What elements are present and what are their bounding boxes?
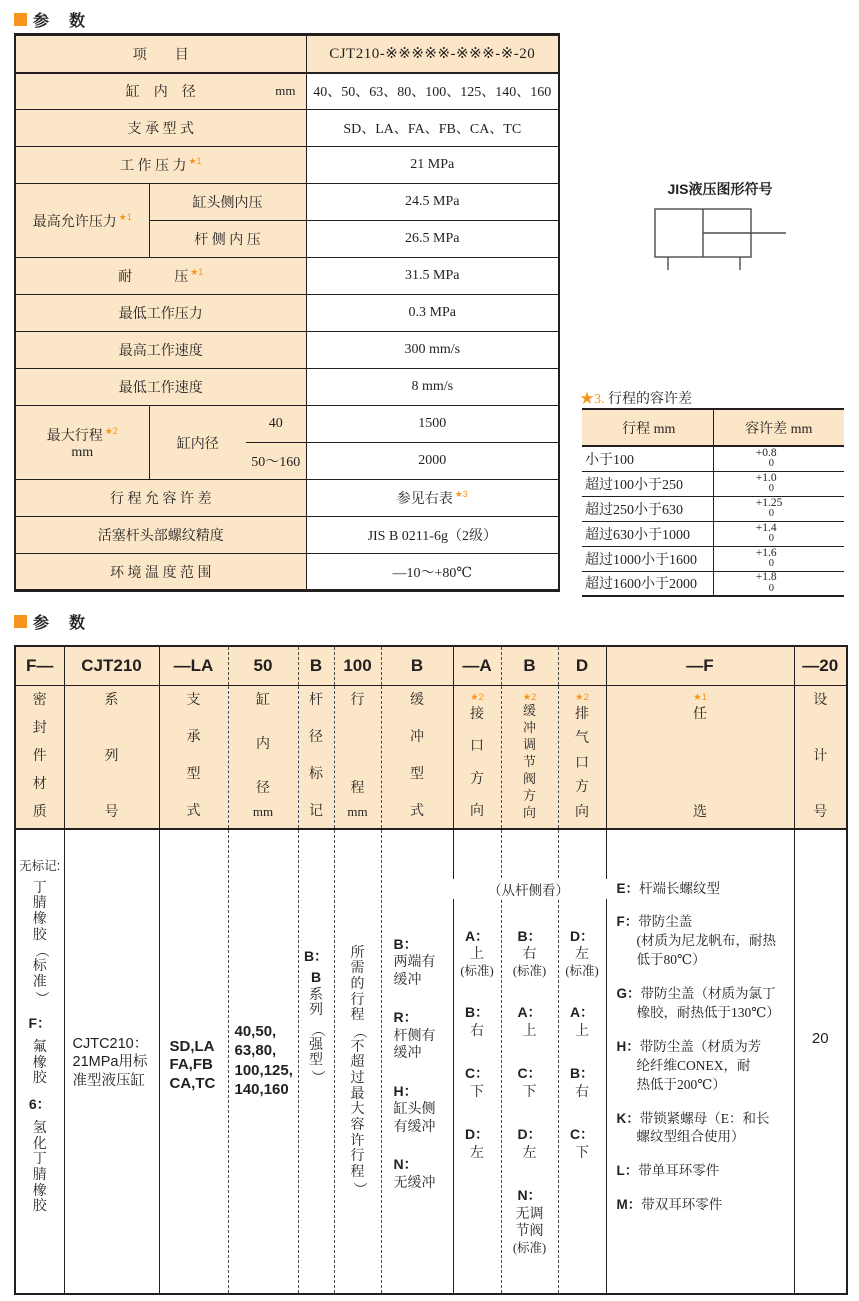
- label-port: ★2 接 口 方 向: [453, 685, 501, 829]
- tol-value: +1.8 0: [713, 571, 844, 596]
- code-stroke: 100: [334, 646, 381, 685]
- tolerance-table: [582, 408, 844, 597]
- spec-max-pressure-rod-item: 杆 侧 内 压: [149, 221, 306, 258]
- model-body-row: [15, 829, 847, 1294]
- star-note-3: ★3.: [580, 392, 605, 407]
- section-title: 参 数: [33, 13, 88, 30]
- spec-max-stroke-v2: 2000: [306, 443, 559, 480]
- spec-bore-value: 40、50、63、80、100、125、140、160: [306, 73, 559, 110]
- code-cushion: B: [381, 646, 453, 685]
- body-seal: 无标记: 丁 腈 橡 胶 （ 标 准 ） F： 氟 橡 胶 6： 氢 化 丁 腈 橡 胶: [15, 829, 64, 1294]
- body-mount: SD,LA FA,FB CA,TC: [159, 829, 228, 1294]
- spec-work-pressure-item: 工 作 压 力 $^{★1}$: [15, 147, 306, 184]
- tol-range: 超过630小于1000: [582, 521, 713, 546]
- star-note-2: ★2: [522, 691, 537, 703]
- code-option: —F: [606, 646, 794, 685]
- spec-max-stroke-item: 最大行程 $^{★2}$ mm: [15, 406, 149, 480]
- body-design-no: 20: [811, 1029, 829, 1047]
- spec-max-speed-item: 最高工作速度: [15, 332, 306, 369]
- spec-proof-pressure-value: 31.5 MPa: [306, 258, 559, 295]
- tol-range: 超过250小于630: [582, 496, 713, 521]
- view-from-rod-side-note: （从杆侧看）: [450, 879, 607, 899]
- label-mount: 支 承 型 式: [159, 685, 228, 829]
- spec-stroke-tol-value: 参见右表 $^{★3}$: [306, 480, 559, 517]
- star-note-2: ★2: [575, 691, 589, 703]
- spec-max-stroke-k2: 50～160: [246, 443, 306, 480]
- spec-stroke-tol-item: 行 程 允 容 许 差: [15, 480, 306, 517]
- model-number-table: [14, 645, 848, 1295]
- spec-thread-item: 活塞杆头部螺纹精度: [15, 517, 306, 554]
- spec-max-pressure-head-value: 24.5 MPa: [306, 184, 559, 221]
- tol-header-range: 行程 mm: [582, 409, 713, 446]
- body-vent-direction: D： 左 (标准) A： 上 B： 右 C： 下: [558, 829, 606, 1294]
- spec-min-speed-item: 最低工作速度: [15, 369, 306, 406]
- spec-work-pressure-value: 21 MPa: [306, 147, 559, 184]
- tol-range: 超过1600小于2000: [582, 571, 713, 596]
- star-note-1: ★1: [118, 211, 132, 222]
- star-note-3: ★3: [454, 489, 468, 499]
- label-stroke: 行 程 mm: [334, 685, 381, 829]
- body-rod: B： B 系 列 （ 强 型 ）: [298, 829, 334, 1294]
- spec-mount-value: SD、LA、FA、FB、CA、TC: [306, 110, 559, 147]
- spec-min-speed-value: 8 mm/s: [306, 369, 559, 406]
- body-valve-direction: B： 右 (标准) A： 上 C： 下 D： 左 N： 无调 节阀 (标准): [501, 829, 558, 1294]
- spec-min-pressure-item: 最低工作压力: [15, 295, 306, 332]
- label-series: 系 列 号: [64, 685, 159, 829]
- spec-temp-value: —10～+80℃: [306, 554, 559, 591]
- spec-max-stroke-sub-label: 缸内径: [149, 406, 246, 480]
- label-rod: 杆 径 标 记: [298, 685, 334, 829]
- tolerance-note-title: ★3. 行程的容许差: [580, 392, 692, 407]
- body-series: CJTC210： 21MPa用标 准型液压缸: [64, 829, 159, 1294]
- label-cushion: 缓 冲 型 式: [381, 685, 453, 829]
- label-seal: 密 封 件 材 质: [15, 685, 64, 829]
- star-note-2: ★2: [470, 691, 484, 703]
- label-vent: ★2 排 气 口 方 向: [558, 685, 606, 829]
- spec-temp-item: 环 境 温 度 范 围: [15, 554, 306, 591]
- spec-max-stroke-k1: 40: [246, 406, 306, 443]
- tol-header-value: 容许差 mm: [713, 409, 844, 446]
- jis-symbol-title: JIS液压图形符号: [667, 181, 773, 197]
- star-note-1: ★1: [190, 267, 204, 277]
- code-bore: 50: [228, 646, 298, 685]
- label-option: ★1 任 选: [606, 685, 794, 829]
- section-title: 参 数: [33, 615, 88, 632]
- code-valve: B: [501, 646, 558, 685]
- spec-max-pressure-rod-value: 26.5 MPa: [306, 221, 559, 258]
- tol-range: 小于100: [582, 446, 713, 471]
- body-options: E：杆端长螺纹型 F：带防尘盖 (材质为尼龙帆布，耐热 低于80℃） G：带防尘盖（材质为氯丁 橡胶，耐热低于130℃） H：带防尘盖（材质为芳 纶纤维CONEX，耐 热低于200℃） K：带锁紧螺母（E：和长 螺纹型组合使用） L：带单耳环零件 M：带双耳环零件: [606, 829, 794, 1294]
- spec-max-stroke-unit: mm: [71, 444, 94, 460]
- spec-bore-unit: mm: [275, 83, 296, 99]
- section-heading-params-2: [14, 610, 87, 633]
- model-label-row: [15, 685, 847, 829]
- body-bore: 40,50, 63,80, 100,125, 140,160: [228, 829, 298, 1294]
- spec-proof-pressure-item: 耐 压 $^{★1}$: [15, 258, 306, 295]
- spec-table: [14, 33, 560, 592]
- code-design: —20: [794, 646, 847, 685]
- label-design: 设 计 号: [794, 685, 847, 829]
- spec-bore-item: [15, 73, 306, 110]
- spec-min-pressure-value: 0.3 MPa: [306, 295, 559, 332]
- label-bore: 缸 内 径 mm: [228, 685, 298, 829]
- code-mount: —LA: [159, 646, 228, 685]
- tol-value: +1.25 0: [713, 496, 844, 521]
- section-heading-params-1: [14, 8, 87, 31]
- spec-mount-item: 支 承 型 式: [15, 110, 306, 147]
- spec-header-item: 项 目: [15, 35, 306, 73]
- orange-square-bullet-icon: [14, 13, 27, 26]
- tol-value: +1.0 0: [713, 471, 844, 496]
- tol-range: 超过1000小于1600: [582, 546, 713, 571]
- code-series: CJT210: [64, 646, 159, 685]
- model-number-table-wrap: [14, 645, 848, 1295]
- star-note-2: ★2: [104, 425, 118, 436]
- code-port: —A: [453, 646, 501, 685]
- code-seal: F—: [15, 646, 64, 685]
- tol-value: +1.6 0: [713, 546, 844, 571]
- label-valve: ★2 缓 冲 调 节 阀 方 向: [501, 685, 558, 829]
- code-vent: D: [558, 646, 606, 685]
- tol-value: +0.8 0: [713, 446, 844, 471]
- spec-header-value: CJT210-※※※※※-※※※-※-20: [306, 35, 559, 73]
- body-port-direction: A： 上 (标准) B： 右 C： 下 D： 左: [453, 829, 501, 1294]
- orange-square-bullet-icon: [14, 615, 27, 628]
- spec-max-pressure-head-item: 缸头侧内压: [149, 184, 306, 221]
- spec-thread-value: JIS B 0211-6g（2级）: [306, 517, 559, 554]
- star-note-1: ★1: [693, 691, 707, 703]
- spec-max-pressure-item: 最高允许压力 $^{★1}$: [15, 184, 149, 258]
- tol-range: 超过100小于250: [582, 471, 713, 496]
- tol-value: +1.4 0: [713, 521, 844, 546]
- model-code-row: [15, 646, 847, 685]
- body-cushion: B： 两端有 缓冲 R： 杆侧有 缓冲 H： 缸头侧 有缓冲 N： 无缓冲: [381, 829, 453, 1294]
- code-rod: B: [298, 646, 334, 685]
- spec-max-stroke-v1: 1500: [306, 406, 559, 443]
- spec-max-speed-value: 300 mm/s: [306, 332, 559, 369]
- spec-bore-label: 缸 内 径: [125, 85, 196, 101]
- jis-cylinder-symbol-diagram: [652, 206, 792, 276]
- star-note-1: ★1: [188, 156, 202, 166]
- body-stroke: 所 需 的 行 程 （ 不 超 过 最 大 容 许 行 程 ）: [334, 829, 381, 1294]
